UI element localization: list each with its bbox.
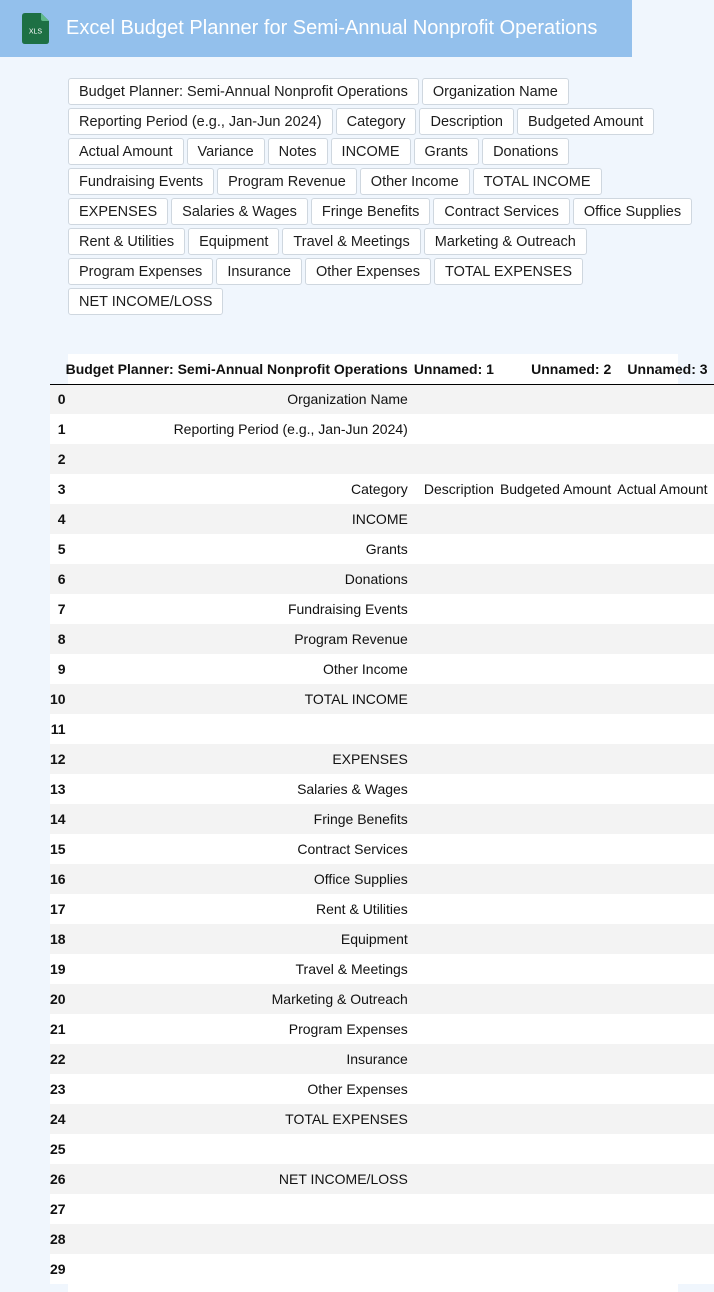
table-cell [414, 1224, 500, 1254]
table-cell: EXPENSES [332, 751, 408, 767]
table-cell [500, 684, 617, 714]
table-cell [414, 444, 500, 474]
table-cell [414, 1014, 500, 1044]
table-cell: Equipment [340, 931, 408, 947]
value-chip[interactable]: Fundraising Events [68, 168, 214, 195]
app-header [0, 0, 632, 57]
table-cell [500, 1164, 617, 1194]
table-cell [414, 744, 500, 774]
row-index: 6 [57, 571, 66, 587]
table-row [50, 1164, 714, 1194]
table-cell [414, 1194, 500, 1224]
table-cell [617, 1044, 713, 1074]
table-cell [500, 414, 617, 444]
row-index: 26 [50, 1171, 66, 1187]
table-cell [617, 684, 713, 714]
table-cell: Insurance [346, 1051, 408, 1067]
table-cell [414, 714, 500, 744]
value-chip[interactable]: Equipment [188, 228, 279, 255]
table-cell [500, 744, 617, 774]
value-chip[interactable]: Insurance [216, 258, 302, 285]
table-cell: Fundraising Events [287, 601, 408, 617]
table-cell: TOTAL EXPENSES [285, 1111, 408, 1127]
column-header: Unnamed: 2 [500, 354, 617, 384]
table-row [50, 1104, 714, 1134]
table-cell [414, 1104, 500, 1134]
table-row [50, 1074, 714, 1104]
table-cell [617, 1134, 713, 1164]
table-row [50, 804, 714, 834]
table-row [50, 414, 714, 444]
table-cell [617, 504, 713, 534]
row-index: 24 [50, 1111, 66, 1127]
table-cell [617, 984, 713, 1014]
table-cell [414, 414, 500, 444]
table-cell [414, 384, 500, 414]
table-cell: Budgeted Amount [499, 481, 612, 497]
table-cell [617, 834, 713, 864]
row-index: 21 [50, 1021, 66, 1037]
table-cell [617, 774, 713, 804]
table-cell [500, 804, 617, 834]
table-cell [414, 864, 500, 894]
table-cell [414, 1074, 500, 1104]
table-cell [617, 714, 713, 744]
table-cell [617, 654, 713, 684]
row-index: 5 [57, 541, 66, 557]
table-row [50, 924, 714, 954]
table-cell [617, 564, 713, 594]
table-cell [500, 1224, 617, 1254]
value-chip[interactable]: Variance [187, 138, 265, 165]
table-cell: Program Revenue [294, 631, 408, 647]
value-chip[interactable]: Program Expenses [68, 258, 213, 285]
table-cell [617, 1164, 713, 1194]
table-cell [414, 834, 500, 864]
table-cell: TOTAL INCOME [304, 691, 408, 707]
table-row [50, 894, 714, 924]
table-cell [500, 894, 617, 924]
table-cell [500, 1074, 617, 1104]
row-index: 9 [57, 661, 66, 677]
table-cell: Fringe Benefits [313, 811, 408, 827]
table-row [50, 1224, 714, 1254]
table-cell [414, 1044, 500, 1074]
table-cell [66, 1224, 414, 1254]
table-cell: Grants [365, 541, 408, 557]
table-row [50, 744, 714, 774]
row-index: 13 [50, 781, 66, 797]
value-chip[interactable]: Contract Services [433, 198, 569, 225]
table-cell [500, 564, 617, 594]
table-cell: Description [423, 481, 494, 497]
table-cell [500, 924, 617, 954]
value-chip[interactable]: Grants [414, 138, 480, 165]
table-cell [414, 804, 500, 834]
table-cell [414, 624, 500, 654]
table-cell [617, 924, 713, 954]
table-cell [414, 1254, 500, 1284]
row-index: 17 [50, 901, 66, 917]
table-cell: NET INCOME/LOSS [278, 1171, 408, 1187]
value-chip[interactable]: Office Supplies [573, 198, 692, 225]
row-index: 10 [50, 691, 66, 707]
row-index: 29 [50, 1261, 66, 1277]
table-cell: Other Expenses [307, 1081, 408, 1097]
value-chip[interactable]: Budgeted Amount [517, 108, 654, 135]
table-cell [414, 774, 500, 804]
column-header: Budget Planner: Semi-Annual Nonprofit Operations [66, 354, 414, 384]
row-index: 19 [50, 961, 66, 977]
row-index: 2 [57, 451, 66, 467]
excel-file-icon [22, 13, 49, 44]
excel-file-icon-label: XLS [28, 28, 43, 36]
table-cell [500, 864, 617, 894]
row-index: 7 [57, 601, 66, 617]
value-chip[interactable]: Category [336, 108, 417, 135]
table-cell: Contract Services [297, 841, 408, 857]
value-chip[interactable]: Description [419, 108, 514, 135]
table-row [50, 504, 714, 534]
table-cell [66, 444, 414, 474]
table-cell [500, 594, 617, 624]
table-cell: INCOME [351, 511, 408, 527]
value-chip[interactable]: Other Income [360, 168, 470, 195]
table-cell [66, 1134, 414, 1164]
table-cell [414, 954, 500, 984]
table-cell [500, 534, 617, 564]
table-row [50, 714, 714, 744]
table-row [50, 834, 714, 864]
table-row [50, 474, 714, 504]
table-cell [66, 714, 414, 744]
table-cell [617, 444, 713, 474]
table-row [50, 984, 714, 1014]
table-cell [414, 984, 500, 1014]
value-chip[interactable]: Fringe Benefits [311, 198, 431, 225]
row-index: 18 [50, 931, 66, 947]
row-index: 20 [50, 991, 66, 1007]
table-cell [617, 624, 713, 654]
table-row [50, 1194, 714, 1224]
row-index: 4 [57, 511, 66, 527]
table-cell: Salaries & Wages [297, 781, 408, 797]
value-chip[interactable]: Salaries & Wages [171, 198, 308, 225]
column-header: Unnamed: 1 [414, 354, 500, 384]
table-row [50, 1254, 714, 1284]
table-cell [617, 1224, 713, 1254]
table-header-row [50, 354, 714, 384]
table-cell [500, 1044, 617, 1074]
value-chip[interactable]: Actual Amount [68, 138, 184, 165]
table-cell [617, 1254, 713, 1284]
table-cell [500, 624, 617, 654]
table-cell [414, 1164, 500, 1194]
table-cell: Donations [344, 571, 408, 587]
value-chip[interactable]: Travel & Meetings [282, 228, 420, 255]
value-chip[interactable]: EXPENSES [68, 198, 168, 225]
table-cell [617, 414, 713, 444]
table-cell [500, 834, 617, 864]
table-cell: Actual Amount [617, 481, 708, 497]
table-cell [500, 504, 617, 534]
row-index: 25 [50, 1141, 66, 1157]
value-chip[interactable]: Marketing & Outreach [424, 228, 587, 255]
value-chip[interactable]: TOTAL EXPENSES [434, 258, 583, 285]
table-cell: Travel & Meetings [295, 961, 408, 977]
table-cell: Program Expenses [288, 1021, 408, 1037]
table-cell: Rent & Utilities [316, 901, 408, 917]
row-index: 0 [57, 391, 66, 408]
table-cell [617, 534, 713, 564]
table-row [50, 624, 714, 654]
table-cell [414, 924, 500, 954]
table-cell [66, 1254, 414, 1284]
row-index: 1 [57, 421, 66, 437]
table-row [50, 534, 714, 564]
table-cell [66, 1194, 414, 1224]
table-cell [500, 1134, 617, 1164]
row-index: 3 [57, 481, 66, 497]
data-table-viewport[interactable] [50, 354, 708, 1292]
table-row [50, 864, 714, 894]
table-cell [500, 654, 617, 684]
table-cell [500, 774, 617, 804]
table-cell [414, 534, 500, 564]
table-cell [500, 1104, 617, 1134]
table-row [50, 684, 714, 714]
table-cell [500, 984, 617, 1014]
table-cell [414, 504, 500, 534]
table-row [50, 954, 714, 984]
table-cell [617, 744, 713, 774]
table-cell: Category [351, 481, 408, 497]
value-chip[interactable]: NET INCOME/LOSS [68, 288, 223, 315]
table-cell [617, 864, 713, 894]
table-cell [500, 1254, 617, 1284]
value-chip[interactable]: Other Expenses [305, 258, 431, 285]
table-row [50, 1044, 714, 1074]
value-chip[interactable]: Notes [268, 138, 328, 165]
page-title: Excel Budget Planner for Semi-Annual Nonprofit Operations [66, 17, 598, 39]
row-index: 23 [50, 1081, 66, 1097]
index-header [50, 354, 66, 384]
table-cell [617, 1074, 713, 1104]
table-cell [414, 654, 500, 684]
table-cell: Reporting Period (e.g., Jan-Jun 2024) [173, 421, 408, 437]
table-row [50, 654, 714, 684]
data-table [50, 354, 714, 1284]
value-chip[interactable]: Budget Planner: Semi-Annual Nonprofit Operations [68, 78, 419, 105]
row-index: 27 [50, 1201, 66, 1217]
row-index: 22 [50, 1051, 66, 1067]
value-chip[interactable]: Program Revenue [217, 168, 357, 195]
table-row [50, 1014, 714, 1044]
table-row [50, 384, 714, 414]
table-cell [617, 1194, 713, 1224]
column-header: Unnamed: 3 [617, 354, 713, 384]
table-cell [617, 804, 713, 834]
table-cell: Other Income [322, 661, 408, 677]
table-cell [414, 594, 500, 624]
table-cell [617, 594, 713, 624]
table-cell [617, 384, 713, 414]
row-index: 12 [50, 751, 66, 767]
row-index: 8 [57, 631, 66, 647]
table-row [50, 774, 714, 804]
table-cell [414, 564, 500, 594]
value-chip[interactable]: Donations [482, 138, 569, 165]
table-cell: Office Supplies [313, 871, 408, 887]
table-cell [500, 714, 617, 744]
table-cell: Organization Name [287, 391, 408, 408]
table-cell [500, 954, 617, 984]
value-chip[interactable]: Organization Name [422, 78, 569, 105]
table-row [50, 564, 714, 594]
column-value-chips [68, 78, 702, 315]
table-row [50, 444, 714, 474]
table-row [50, 1134, 714, 1164]
table-cell [500, 1194, 617, 1224]
table-cell [500, 1014, 617, 1044]
row-index: 28 [50, 1231, 66, 1247]
table-cell [617, 1014, 713, 1044]
table-cell [617, 1104, 713, 1134]
value-chip[interactable]: INCOME [331, 138, 411, 165]
table-cell [414, 684, 500, 714]
value-chip[interactable]: Rent & Utilities [68, 228, 185, 255]
row-index: 14 [50, 811, 66, 827]
table-cell [414, 1134, 500, 1164]
value-chip[interactable]: Reporting Period (e.g., Jan-Jun 2024) [68, 108, 333, 135]
table-cell [500, 444, 617, 474]
table-row [50, 594, 714, 624]
table-cell [617, 954, 713, 984]
table-cell: Marketing & Outreach [271, 991, 408, 1007]
row-index: 16 [50, 871, 66, 887]
row-index: 15 [50, 841, 66, 857]
table-cell [617, 894, 713, 924]
value-chip[interactable]: TOTAL INCOME [473, 168, 602, 195]
table-cell [500, 384, 617, 414]
table-cell [414, 894, 500, 924]
row-index: 11 [50, 721, 66, 737]
